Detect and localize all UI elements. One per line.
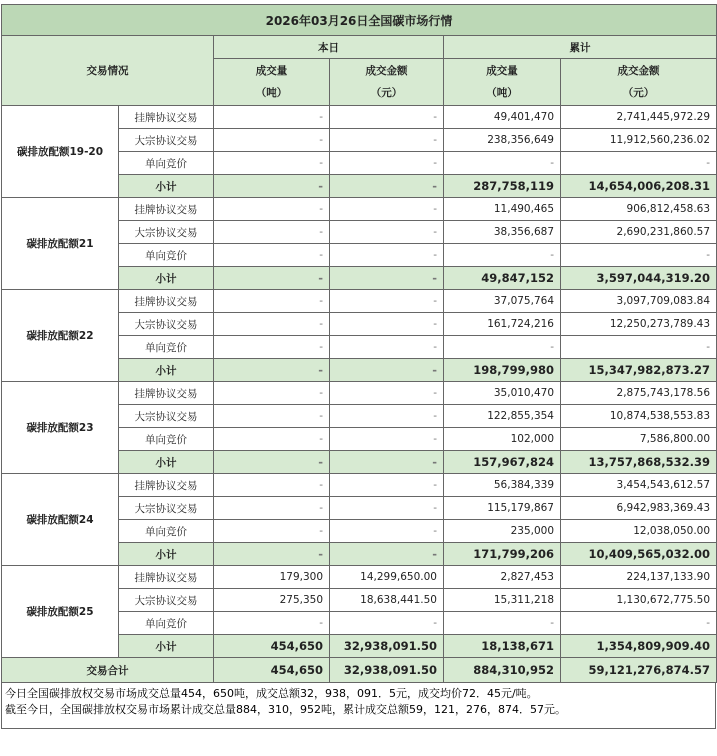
header-amount-label: 成交金额: [365, 65, 408, 77]
subtotal-cum-volume: 287,758,119: [444, 175, 561, 198]
trade-type: 大宗协议交易: [119, 405, 214, 428]
page-title: 2026年03月26日全国碳市场行情: [2, 5, 717, 36]
corner-header: 交易情况: [2, 36, 214, 106]
day-volume: -: [214, 428, 330, 451]
day-volume: -: [214, 129, 330, 152]
day-amount: -: [330, 106, 444, 129]
subtotal-day-volume: -: [214, 543, 330, 566]
trade-type: 挂牌协议交易: [119, 198, 214, 221]
day-volume: -: [214, 497, 330, 520]
total-row: [2, 658, 717, 683]
day-volume: 275,350: [214, 589, 330, 612]
day-volume: -: [214, 290, 330, 313]
trade-type: 挂牌协议交易: [119, 474, 214, 497]
total-day-volume: 454,650: [214, 658, 330, 683]
cum-amount: -: [561, 612, 717, 635]
header-cum-amount: [561, 59, 717, 106]
header-amount-unit: （元）: [370, 87, 403, 99]
subtotal-cum-volume: 171,799,206: [444, 543, 561, 566]
subtotal-cum-amount: 13,757,868,532.39: [561, 451, 717, 474]
header-volume-unit: （吨）: [486, 87, 518, 99]
cum-volume: 38,356,687: [444, 221, 561, 244]
day-amount: -: [330, 221, 444, 244]
cum-amount: -: [561, 244, 717, 267]
cum-volume: -: [444, 244, 561, 267]
cum-volume: 2,827,453: [444, 566, 561, 589]
total-cum-volume: 884,310,952: [444, 658, 561, 683]
table-row: [2, 290, 717, 313]
group-label: 碳排放配额23: [2, 382, 119, 474]
cum-volume: 238,356,649: [444, 129, 561, 152]
subtotal-cum-volume: 157,967,824: [444, 451, 561, 474]
group-label: 碳排放配额22: [2, 290, 119, 382]
subtotal-cum-amount: 10,409,565,032.00: [561, 543, 717, 566]
header-volume-unit: （吨）: [255, 87, 288, 99]
day-amount: -: [330, 520, 444, 543]
trade-type: 单向竞价: [119, 152, 214, 175]
trade-type: 挂牌协议交易: [119, 382, 214, 405]
subtotal-day-volume: -: [214, 359, 330, 382]
cum-amount: 1,130,672,775.50: [561, 589, 717, 612]
day-amount: -: [330, 612, 444, 635]
header-amount-label: 成交金额: [617, 65, 660, 77]
day-volume: -: [214, 198, 330, 221]
cum-amount: 224,137,133.90: [561, 566, 717, 589]
cum-amount: 6,942,983,369.43: [561, 497, 717, 520]
table-row: [2, 382, 717, 405]
header-volume-label: 成交量: [486, 65, 518, 77]
cum-volume: 122,855,354: [444, 405, 561, 428]
summary-note: [1, 683, 716, 729]
total-label: 交易合计: [2, 658, 214, 683]
day-volume: -: [214, 221, 330, 244]
day-volume: -: [214, 106, 330, 129]
subtotal-day-amount: -: [330, 175, 444, 198]
cum-volume: -: [444, 336, 561, 359]
trade-type: 挂牌协议交易: [119, 290, 214, 313]
day-amount: -: [330, 336, 444, 359]
subtotal-label: 小计: [119, 543, 214, 566]
subtotal-day-volume: 454,650: [214, 635, 330, 658]
cum-volume: 35,010,470: [444, 382, 561, 405]
day-amount: -: [330, 129, 444, 152]
day-volume: -: [214, 336, 330, 359]
cum-volume: 161,724,216: [444, 313, 561, 336]
cum-amount: 3,097,709,083.84: [561, 290, 717, 313]
header-today-amount: [330, 59, 444, 106]
subtotal-cum-amount: 1,354,809,909.40: [561, 635, 717, 658]
day-amount: -: [330, 428, 444, 451]
subtotal-day-amount: 32,938,091.50: [330, 635, 444, 658]
trade-type: 大宗协议交易: [119, 497, 214, 520]
subtotal-cum-amount: 3,597,044,319.20: [561, 267, 717, 290]
subtotal-label: 小计: [119, 635, 214, 658]
day-amount: -: [330, 497, 444, 520]
subtotal-day-amount: -: [330, 267, 444, 290]
cum-volume: -: [444, 152, 561, 175]
header-cumulative: 累计: [444, 36, 717, 59]
trade-type: 单向竞价: [119, 612, 214, 635]
cum-amount: 2,741,445,972.29: [561, 106, 717, 129]
cum-amount: 12,250,273,789.43: [561, 313, 717, 336]
day-amount: -: [330, 405, 444, 428]
day-amount: 14,299,650.00: [330, 566, 444, 589]
summary-line-cumulative: 截至今日，全国碳排放权交易市场累计成交总量884，310，952吨，累计成交总额59，121，276，874．57元。: [5, 703, 566, 716]
subtotal-label: 小计: [119, 175, 214, 198]
cum-volume: 37,075,764: [444, 290, 561, 313]
subtotal-label: 小计: [119, 267, 214, 290]
table-row: [2, 106, 717, 129]
cum-amount: 12,038,050.00: [561, 520, 717, 543]
cum-volume: 235,000: [444, 520, 561, 543]
trade-type: 大宗协议交易: [119, 129, 214, 152]
cum-amount: -: [561, 152, 717, 175]
table-row: [2, 474, 717, 497]
trade-type: 大宗协议交易: [119, 313, 214, 336]
subtotal-cum-volume: 49,847,152: [444, 267, 561, 290]
header-amount-unit: （元）: [622, 87, 655, 99]
subtotal-day-amount: -: [330, 359, 444, 382]
day-volume: -: [214, 244, 330, 267]
subtotal-day-volume: -: [214, 175, 330, 198]
trade-type: 单向竞价: [119, 336, 214, 359]
subtotal-label: 小计: [119, 451, 214, 474]
cum-volume: 56,384,339: [444, 474, 561, 497]
trade-type: 挂牌协议交易: [119, 566, 214, 589]
subtotal-day-volume: -: [214, 267, 330, 290]
day-amount: 18,638,441.50: [330, 589, 444, 612]
day-volume: -: [214, 313, 330, 336]
day-volume: -: [214, 474, 330, 497]
cum-amount: -: [561, 336, 717, 359]
cum-amount: 7,586,800.00: [561, 428, 717, 451]
group-label: 碳排放配额25: [2, 566, 119, 658]
trade-type: 单向竞价: [119, 428, 214, 451]
table-row: [2, 198, 717, 221]
cum-amount: 2,875,743,178.56: [561, 382, 717, 405]
day-amount: -: [330, 244, 444, 267]
subtotal-day-amount: -: [330, 451, 444, 474]
header-cum-volume: [444, 59, 561, 106]
cum-volume: 49,401,470: [444, 106, 561, 129]
header-today: 本日: [214, 36, 444, 59]
group-label: 碳排放配额24: [2, 474, 119, 566]
header-volume-label: 成交量: [255, 65, 288, 77]
subtotal-cum-amount: 15,347,982,873.27: [561, 359, 717, 382]
day-amount: -: [330, 313, 444, 336]
table-row: [2, 566, 717, 589]
trade-type: 单向竞价: [119, 244, 214, 267]
day-volume: -: [214, 152, 330, 175]
day-amount: -: [330, 474, 444, 497]
cum-amount: 3,454,543,612.57: [561, 474, 717, 497]
trade-type: 大宗协议交易: [119, 589, 214, 612]
subtotal-cum-volume: 198,799,980: [444, 359, 561, 382]
total-cum-amount: 59,121,276,874.57: [561, 658, 717, 683]
day-volume: -: [214, 382, 330, 405]
cum-amount: 906,812,458.63: [561, 198, 717, 221]
group-label: 碳排放配额21: [2, 198, 119, 290]
cum-amount: 2,690,231,860.57: [561, 221, 717, 244]
day-volume: -: [214, 520, 330, 543]
trade-type: 大宗协议交易: [119, 221, 214, 244]
subtotal-cum-amount: 14,654,006,208.31: [561, 175, 717, 198]
day-volume: -: [214, 405, 330, 428]
day-amount: -: [330, 382, 444, 405]
cum-volume: 11,490,465: [444, 198, 561, 221]
day-amount: -: [330, 152, 444, 175]
cum-volume: -: [444, 612, 561, 635]
subtotal-day-volume: -: [214, 451, 330, 474]
day-volume: -: [214, 612, 330, 635]
group-label: 碳排放配额19-20: [2, 106, 119, 198]
cum-amount: 11,912,560,236.02: [561, 129, 717, 152]
day-amount: -: [330, 290, 444, 313]
market-table: [1, 4, 717, 683]
cum-amount: 10,874,538,553.83: [561, 405, 717, 428]
cum-volume: 15,311,218: [444, 589, 561, 612]
trade-type: 单向竞价: [119, 520, 214, 543]
summary-line-today: 今日全国碳排放权交易市场成交总量454，650吨，成交总额32，938，091．5元，成交均价72．45元/吨。: [5, 687, 538, 700]
market-report: [1, 4, 716, 729]
trade-type: 挂牌协议交易: [119, 106, 214, 129]
subtotal-label: 小计: [119, 359, 214, 382]
subtotal-day-amount: -: [330, 543, 444, 566]
header-today-volume: [214, 59, 330, 106]
cum-volume: 102,000: [444, 428, 561, 451]
cum-volume: 115,179,867: [444, 497, 561, 520]
day-amount: -: [330, 198, 444, 221]
subtotal-cum-volume: 18,138,671: [444, 635, 561, 658]
total-day-amount: 32,938,091.50: [330, 658, 444, 683]
day-volume: 179,300: [214, 566, 330, 589]
